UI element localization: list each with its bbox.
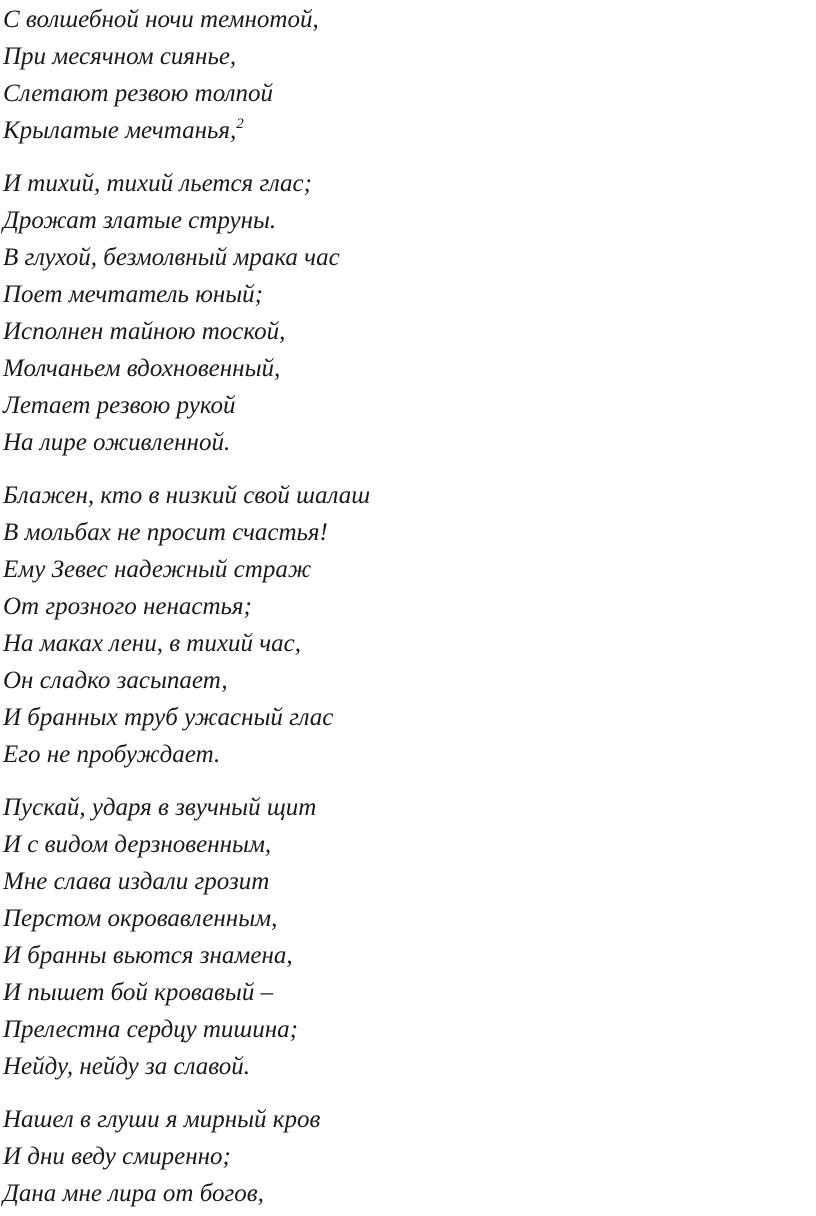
poem-line	[3, 424, 816, 461]
poem-line-text: В глухой, безмолвный мрака час	[3, 244, 340, 271]
stanza-1	[3, 1, 816, 149]
poem-line	[3, 789, 816, 826]
poem-line	[3, 313, 816, 350]
poem-line	[3, 165, 816, 202]
poem-line-text: Дана мне лира от богов,	[3, 1180, 264, 1207]
poem-line-text: На маках лени, в тихий час,	[3, 630, 301, 657]
footnote-marker[interactable]: 2	[236, 116, 244, 132]
poem-line	[3, 826, 816, 863]
poem-line	[3, 112, 816, 149]
poem-line	[3, 699, 816, 736]
poem-line-text: Мне слава издали грозит	[3, 868, 270, 895]
poem-line-text: Нашел в глуши я мирный кров	[3, 1106, 321, 1133]
poem-line-text: Поет мечтатель юный;	[3, 281, 263, 308]
poem-line	[3, 38, 816, 75]
poem-line-text: И дни веду смиренно;	[3, 1143, 231, 1170]
poem-line	[3, 514, 816, 551]
poem-line-text: Блажен, кто в низкий свой шалаш	[3, 482, 371, 509]
poem-line-text: Крылатые мечтанья,	[3, 117, 237, 144]
poem-line-text: И бранны вьются знамена,	[3, 942, 293, 969]
poem-line-text: В мольбах не просит счастья!	[3, 519, 328, 546]
poem-line-text: Летает резвою рукой	[3, 392, 236, 419]
poem-line	[3, 863, 816, 900]
poem-line-text: Дрожат златые струны.	[3, 207, 277, 234]
poem-line-text: Нейду, нейду за славой.	[3, 1053, 251, 1080]
poem-line	[3, 588, 816, 625]
poem-line-text: Пускай, ударя в звучный щит	[3, 794, 317, 821]
poem-line	[3, 387, 816, 424]
poem-line	[3, 75, 816, 112]
poem-line	[3, 974, 816, 1011]
poem-line-text: Перстом окровавленным,	[3, 905, 278, 932]
poem-line-text: И бранных труб ужасный глас	[3, 704, 334, 731]
poem-line	[3, 239, 816, 276]
poem-line-text: Он сладко засыпает,	[3, 667, 228, 694]
poem-line	[3, 1101, 816, 1138]
poem-line-text: На лире оживленной.	[3, 429, 231, 456]
poem-line-text: Молчаньем вдохновенный,	[3, 355, 281, 382]
stanza-2	[3, 165, 816, 461]
poem-line-text: И тихий, тихий льется глас;	[3, 170, 312, 197]
poem-line	[3, 202, 816, 239]
stanza-3	[3, 477, 816, 773]
poem-line-text: Слетают резвою толпой	[3, 80, 274, 107]
poem-line	[3, 276, 816, 313]
stanza-4	[3, 789, 816, 1085]
poem-line	[3, 736, 816, 773]
stanza-5	[3, 1101, 816, 1212]
poem-line	[3, 551, 816, 588]
poem-line	[3, 625, 816, 662]
poem-line-text: И пышет бой кровавый –	[3, 979, 274, 1006]
poem-line-text: Прелестна сердцу тишина;	[3, 1016, 298, 1043]
poem-line	[3, 477, 816, 514]
poem-line	[3, 937, 816, 974]
poem-line	[3, 1175, 816, 1212]
poem-line-text: Ему Зевес надежный страж	[3, 556, 312, 583]
poem-line-text: Исполнен тайною тоской,	[3, 318, 286, 345]
poem-line-text: И с видом дерзновенным,	[3, 831, 272, 858]
poem-line-text: Его не пробуждает.	[3, 741, 221, 768]
poem-line-text: При месячном сиянье,	[3, 43, 237, 70]
poem-line	[3, 1138, 816, 1175]
poem-line	[3, 1, 816, 38]
poem-line	[3, 662, 816, 699]
poem-line-text: От грозного ненастья;	[3, 593, 252, 620]
poem-line	[3, 1011, 816, 1048]
poem-line	[3, 900, 816, 937]
poem-line-text: С волшебной ночи темнотой,	[3, 6, 319, 33]
poem-line	[3, 350, 816, 387]
poem-line	[3, 1048, 816, 1085]
